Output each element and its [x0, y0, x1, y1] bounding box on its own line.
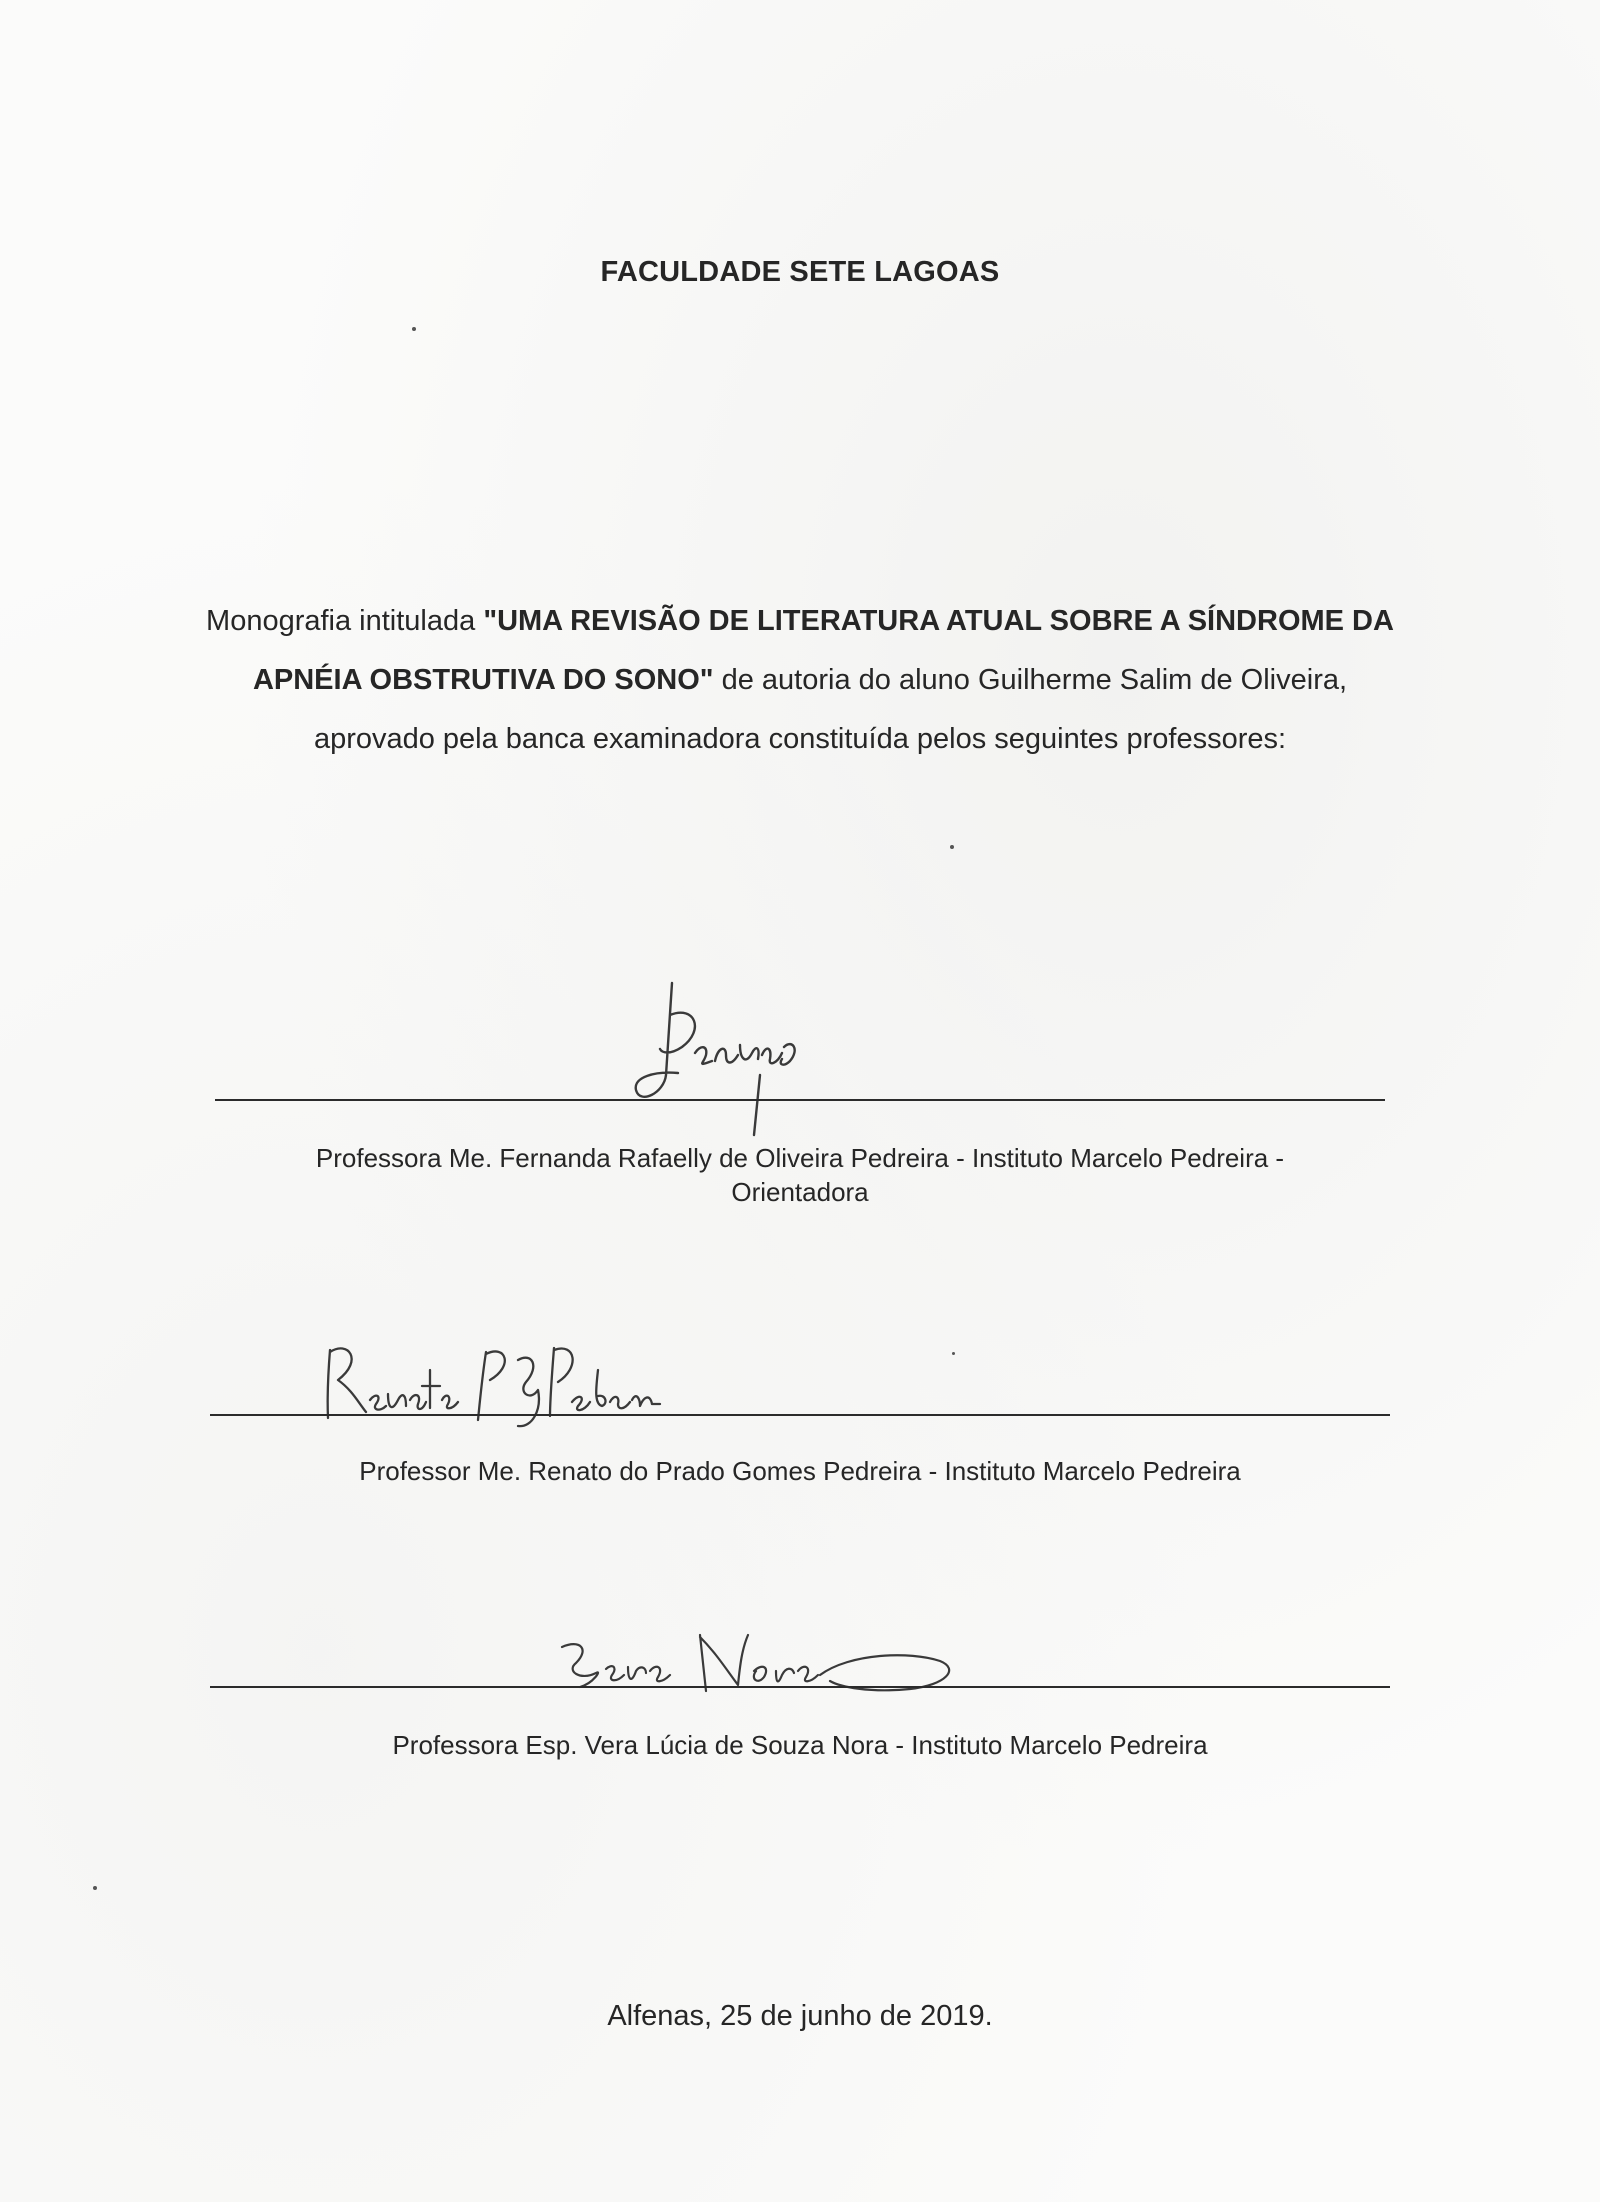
signature-line [210, 1414, 1390, 1416]
approval-statement [200, 592, 1400, 769]
statement-intro: Monografia intitulada [206, 605, 484, 637]
signatory-name: Professora Me. Fernanda Rafaelly de Oliveira Pedreira - Instituto Marcelo Pedreira - [315, 1143, 1285, 1173]
city-and-date: Alfenas, 25 de junho de 2019. [607, 2000, 993, 2032]
signatory-caption [200, 1141, 1400, 1209]
signatory-caption [200, 1454, 1400, 1488]
scan-speck [412, 327, 416, 331]
handwritten-signature-pedreira [600, 975, 860, 1140]
scan-speck [950, 845, 954, 849]
handwritten-signature-vera [550, 1625, 970, 1705]
institution-name: FACULDADE SETE LAGOAS [600, 256, 1000, 288]
signatory-name: Professora Esp. Vera Lúcia de Souza Nora - Instituto Marcelo Pedreira [392, 1730, 1208, 1760]
signature-line [215, 1099, 1385, 1101]
statement-body: de autoria do aluno Guilherme Salim de Oliveira, aprovado pela banca examinadora constituída pelos seguintes professores: [313, 664, 1348, 755]
signature-line [210, 1686, 1390, 1688]
scan-speck [93, 1886, 97, 1890]
signatory-caption [200, 1728, 1400, 1762]
monograph-title: "UMA REVISÃO DE LITERATURA ATUAL SOBRE A SÍNDROME DA APNÉIA OBSTRUTIVA DO SONO" [252, 605, 1394, 696]
signatory-name: Professor Me. Renato do Prado Gomes Pedreira - Instituto Marcelo Pedreira [359, 1456, 1241, 1486]
signatory-role: Orientadora [731, 1177, 869, 1207]
scan-speck [952, 1352, 955, 1355]
